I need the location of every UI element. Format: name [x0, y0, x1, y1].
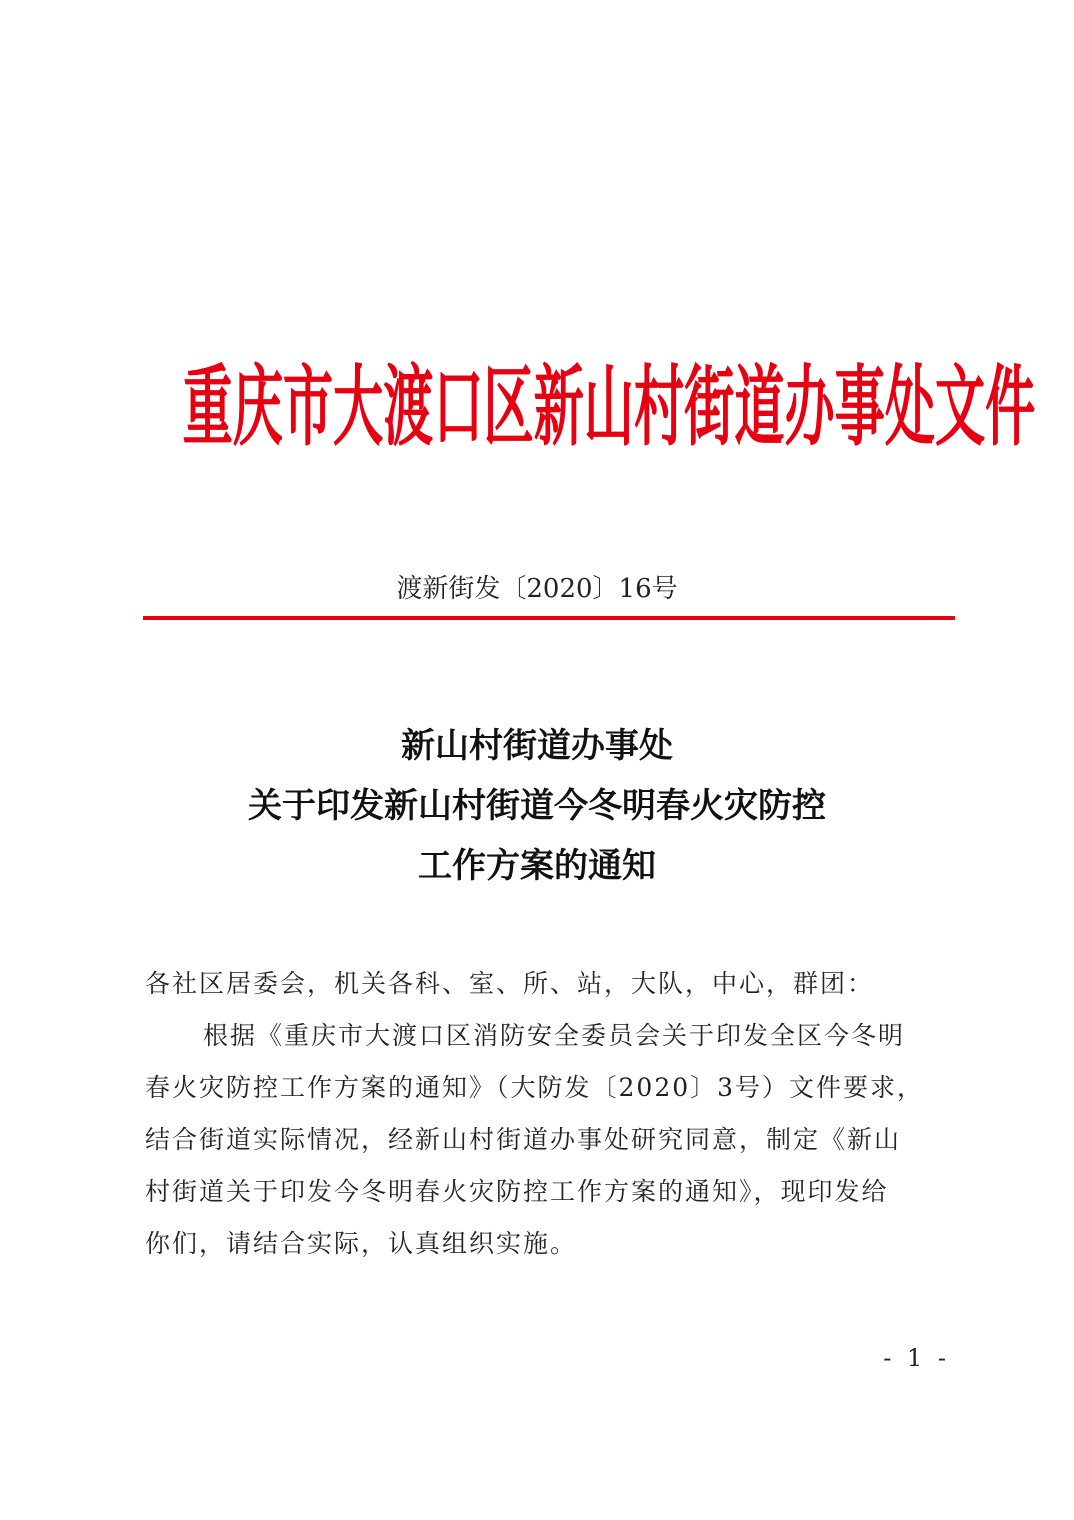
title-line-1: 新山村街道办事处	[401, 726, 673, 766]
document-title	[0, 716, 1074, 896]
body-line-2: 春火灾防控工作方案的通知》（大防发〔2020〕3号）文件要求，	[145, 1073, 925, 1102]
body-line-5: 你们，请结合实际，认真组织实施。	[145, 1229, 578, 1258]
document-body	[145, 958, 945, 1270]
body-line-1: 根据《重庆市大渡口区消防安全委员会关于印发全区今冬明	[203, 1021, 906, 1050]
page-number: - 1 -	[883, 1344, 950, 1372]
body-line-3: 结合街道实际情况，经新山村街道办事处研究同意，制定《新山	[145, 1125, 902, 1154]
title-line-3: 工作方案的通知	[418, 846, 656, 886]
document-number: 渡新街发〔2020〕16号	[396, 574, 678, 604]
masthead-title: 重庆市大渡口区新山村街道办事处文件	[182, 355, 1036, 458]
red-separator-line	[143, 616, 955, 620]
body-line-4: 村街道关于印发今冬明春火灾防控工作方案的通知》，现印发给	[145, 1177, 889, 1206]
salutation-line: 各社区居委会，机关各科、室、所、站，大队，中心，群团：	[145, 969, 875, 998]
title-line-2: 关于印发新山村街道今冬明春火灾防控	[248, 786, 826, 826]
